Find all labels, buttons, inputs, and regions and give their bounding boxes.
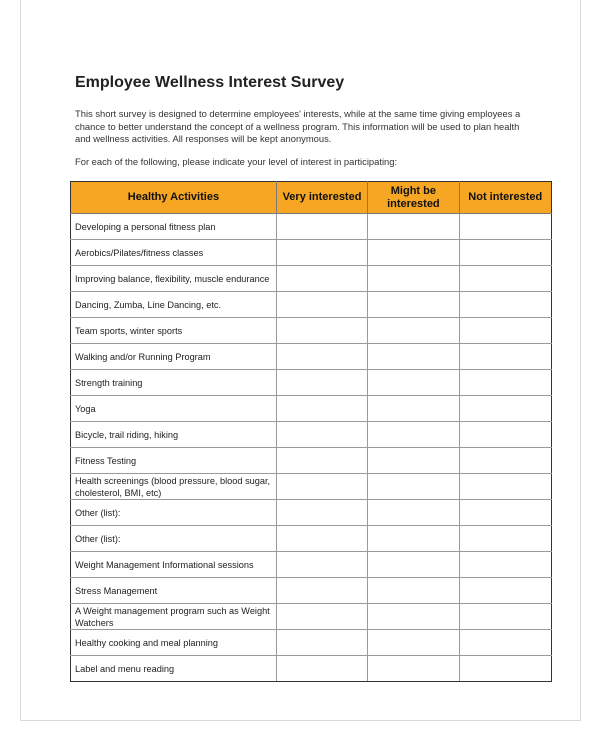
activity-label: Health screenings (blood pressure, blood sugar, cholesterol, BMI, etc) (71, 474, 277, 500)
table-row (71, 396, 552, 422)
table-row (71, 214, 552, 240)
not-interested-cell[interactable] (459, 370, 551, 396)
very-interested-cell[interactable] (276, 370, 367, 396)
activity-label: Yoga (71, 396, 277, 422)
very-interested-cell[interactable] (276, 266, 367, 292)
table-row (71, 318, 552, 344)
not-interested-cell[interactable] (459, 500, 551, 526)
document-title: Employee Wellness Interest Survey (75, 74, 345, 91)
activity-label: Improving balance, flexibility, muscle endurance (71, 266, 277, 292)
very-interested-cell[interactable] (276, 630, 367, 656)
might-be-interested-cell[interactable] (368, 500, 459, 526)
activity-label: Other (list): (71, 500, 277, 526)
very-interested-cell[interactable] (276, 474, 367, 500)
table-row (71, 292, 552, 318)
table-row (71, 474, 552, 500)
not-interested-cell[interactable] (459, 396, 551, 422)
not-interested-cell[interactable] (459, 526, 551, 552)
table-row (71, 370, 552, 396)
instruction-text: For each of the following, please indicate your level of interest in participating: (75, 156, 398, 167)
not-interested-cell[interactable] (459, 214, 551, 240)
table-row (71, 630, 552, 656)
activity-label: Dancing, Zumba, Line Dancing, etc. (71, 292, 277, 318)
might-be-interested-cell[interactable] (368, 396, 459, 422)
not-interested-cell[interactable] (459, 240, 551, 266)
not-interested-cell[interactable] (459, 318, 551, 344)
header-activities: Healthy Activities (71, 182, 277, 214)
document-page (20, 0, 581, 721)
might-be-interested-cell[interactable] (368, 552, 459, 578)
activity-label: Aerobics/Pilates/fitness classes (71, 240, 277, 266)
very-interested-cell[interactable] (276, 396, 367, 422)
not-interested-cell[interactable] (459, 552, 551, 578)
header-row (71, 182, 552, 214)
activity-label: Developing a personal fitness plan (71, 214, 277, 240)
very-interested-cell[interactable] (276, 292, 367, 318)
not-interested-cell[interactable] (459, 656, 551, 682)
table-row (71, 344, 552, 370)
not-interested-cell[interactable] (459, 604, 551, 630)
might-be-interested-cell[interactable] (368, 630, 459, 656)
header-very-interested: Very interested (276, 182, 367, 214)
activity-label: Fitness Testing (71, 448, 277, 474)
might-be-interested-cell[interactable] (368, 370, 459, 396)
activity-label: Team sports, winter sports (71, 318, 277, 344)
might-be-interested-cell[interactable] (368, 214, 459, 240)
might-be-interested-cell[interactable] (368, 578, 459, 604)
might-be-interested-cell[interactable] (368, 422, 459, 448)
table-row (71, 526, 552, 552)
might-be-interested-cell[interactable] (368, 292, 459, 318)
survey-body (71, 214, 552, 682)
very-interested-cell[interactable] (276, 526, 367, 552)
activity-label: Bicycle, trail riding, hiking (71, 422, 277, 448)
might-be-interested-cell[interactable] (368, 474, 459, 500)
very-interested-cell[interactable] (276, 214, 367, 240)
not-interested-cell[interactable] (459, 578, 551, 604)
table-row (71, 500, 552, 526)
activity-label: Label and menu reading (71, 656, 277, 682)
activity-label: Stress Management (71, 578, 277, 604)
very-interested-cell[interactable] (276, 578, 367, 604)
very-interested-cell[interactable] (276, 240, 367, 266)
survey-table (70, 181, 552, 682)
not-interested-cell[interactable] (459, 292, 551, 318)
activity-label: Walking and/or Running Program (71, 344, 277, 370)
activity-label: Other (list): (71, 526, 277, 552)
table-row (71, 422, 552, 448)
table-row (71, 578, 552, 604)
table-row (71, 656, 552, 682)
very-interested-cell[interactable] (276, 422, 367, 448)
table-row (71, 552, 552, 578)
activity-label: Healthy cooking and meal planning (71, 630, 277, 656)
table-row (71, 604, 552, 630)
might-be-interested-cell[interactable] (368, 448, 459, 474)
activity-label: Strength training (71, 370, 277, 396)
might-be-interested-cell[interactable] (368, 656, 459, 682)
very-interested-cell[interactable] (276, 656, 367, 682)
very-interested-cell[interactable] (276, 448, 367, 474)
very-interested-cell[interactable] (276, 318, 367, 344)
might-be-interested-cell[interactable] (368, 604, 459, 630)
might-be-interested-cell[interactable] (368, 266, 459, 292)
might-be-interested-cell[interactable] (368, 318, 459, 344)
activity-label: A Weight management program such as Weight Watchers (71, 604, 277, 630)
very-interested-cell[interactable] (276, 500, 367, 526)
header-might-be-interested: Might be interested (368, 182, 459, 214)
table-row (71, 240, 552, 266)
not-interested-cell[interactable] (459, 630, 551, 656)
very-interested-cell[interactable] (276, 344, 367, 370)
activity-label: Weight Management Informational sessions (71, 552, 277, 578)
might-be-interested-cell[interactable] (368, 526, 459, 552)
very-interested-cell[interactable] (276, 604, 367, 630)
not-interested-cell[interactable] (459, 422, 551, 448)
header-not-interested: Not interested (459, 182, 551, 214)
not-interested-cell[interactable] (459, 266, 551, 292)
might-be-interested-cell[interactable] (368, 240, 459, 266)
very-interested-cell[interactable] (276, 552, 367, 578)
table-row (71, 448, 552, 474)
not-interested-cell[interactable] (459, 448, 551, 474)
not-interested-cell[interactable] (459, 474, 551, 500)
not-interested-cell[interactable] (459, 344, 551, 370)
table-row (71, 266, 552, 292)
intro-paragraph: This short survey is designed to determine employees' interests, while at the same time giving employees a chance to better understand the concept of a wellness program. This information will be used to plan health and wellness activities. All responses will be kept anonymous. (75, 108, 521, 144)
might-be-interested-cell[interactable] (368, 344, 459, 370)
